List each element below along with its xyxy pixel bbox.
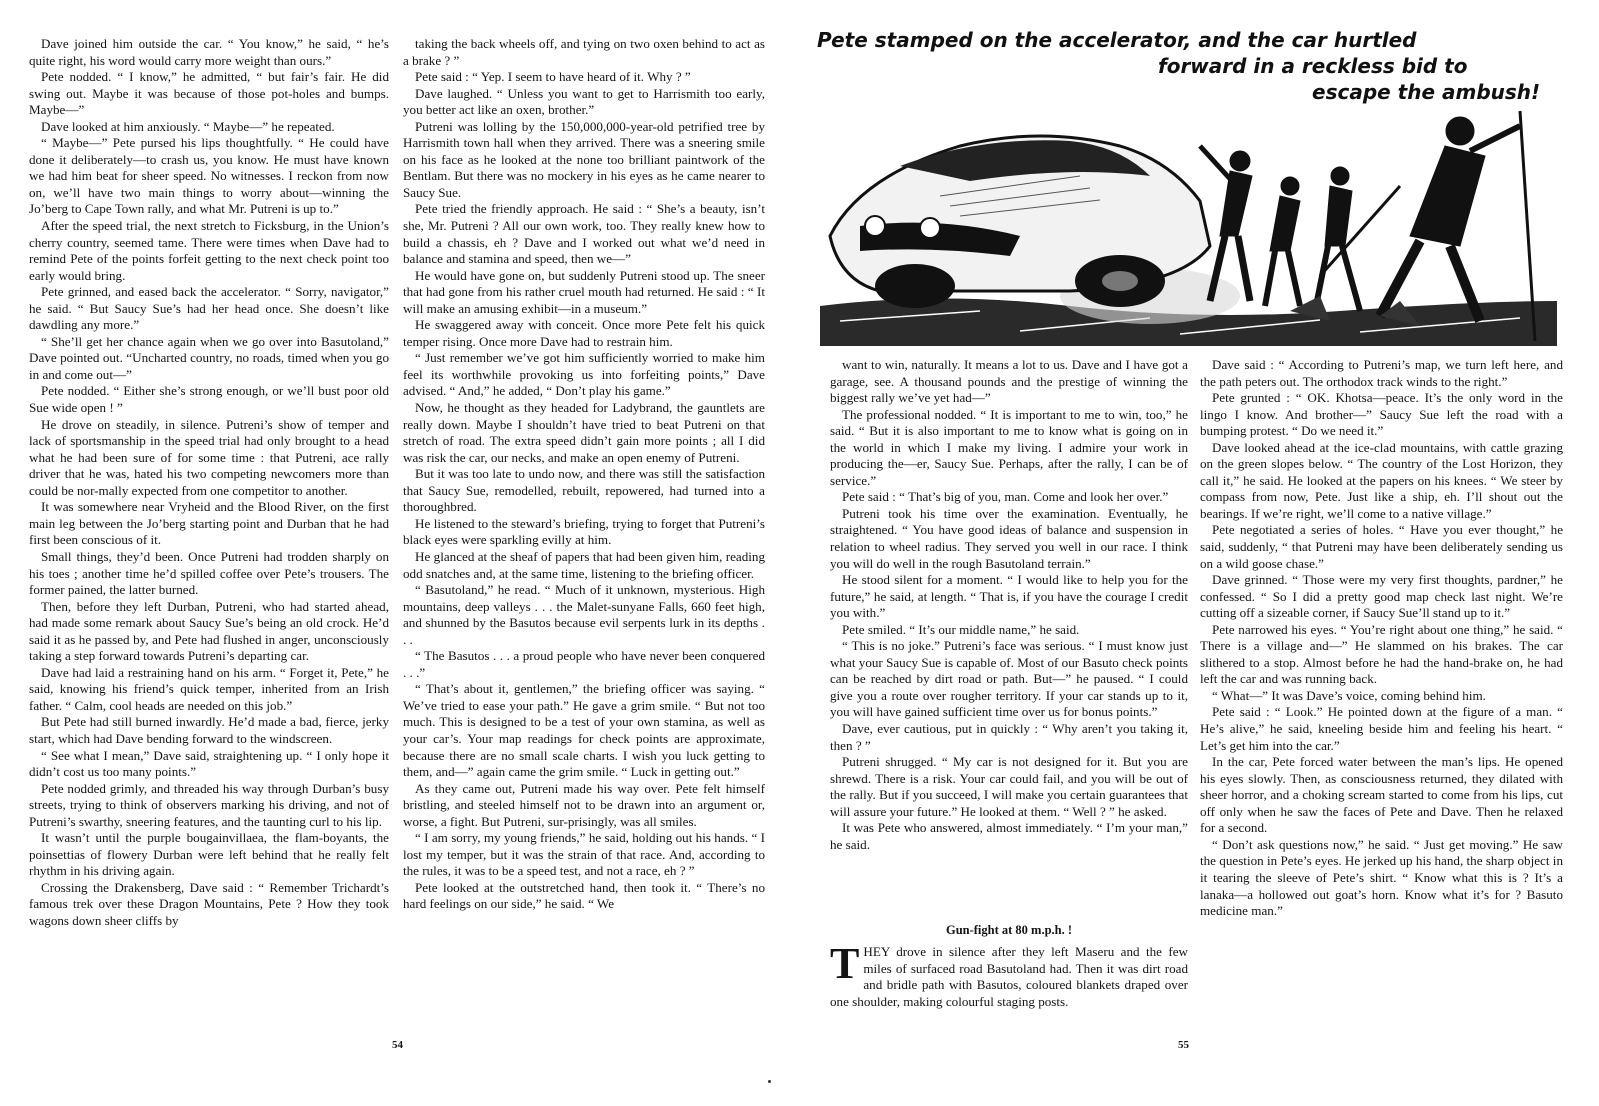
paragraph: Pete tried the friendly approach. He said : “ She’s a beauty, isn’t she, Mr. Putreni ? All our own work, too. They really knew how to build a chassis, eh ? Dave and I worked out what we’d need in balance and stamina and speed, then we—”	[403, 201, 765, 267]
drop-cap: T	[830, 944, 860, 988]
paragraph: It was Pete who answered, almost immediately. “ I’m your man,” he said.	[830, 820, 1188, 852]
column-1	[29, 36, 389, 1056]
paragraph: Dave looked ahead at the ice-clad mountains, with cattle grazing on the green slopes below. “ The country of the Lost Horizon, they call it,” he said. He looked at the papers on his knees. “ We steer by compass from now, Pete. Just like a ship, eh. I’ll shout out the bearings. If we’re right, we’ll come to a native village.”	[1200, 439, 1563, 521]
paragraph: Now, he thought as they headed for Ladybrand, the gauntlets are really down. Maybe I shouldn’t have tried to beat Putreni on that stretch of road. The extra speed didn’t gain more points ; all I did was risk the car, our necks, and make an open enemy of Putreni.	[403, 400, 765, 465]
paragraph: “ Maybe—” Pete pursed his lips thoughtfully. “ He could have done it deliberately—to crash us, you know. He must have known we had him beat for sheer speed. No witnesses. I reckon from now on, we’ll have two main things to worry about—winning the Jo’berg to Cape Town rally, and what Mr. Putreni is up to.”	[29, 135, 389, 217]
paragraph: Dave grinned. “ Those were my very first thoughts, pardner,” he confessed. “ So I did a pretty good map check last night. We’re cutting off a sizeable corner, if Saucy Sue’ll stand up to it.”	[1200, 572, 1563, 621]
paragraph: He glanced at the sheaf of papers that had been given him, reading odd snatches and, at the same time, listening to the briefing officer.	[403, 548, 765, 581]
paragraph: The professional nodded. “ It is important to me to win, too,” he said. “ But it is also important to me to know what is going on in the world in which I make my living. I admire your work in producing the—er, Saucy Sue. Perhaps, after the rally, I can be of service.”	[830, 406, 1188, 488]
paragraph: Pete narrowed his eyes. “ You’re right about one thing,” he said. “ There is a village and—” He slammed on his brakes. The car slithered to a stop. Almost before he had the hand-brake on, he had left the car and was running back.	[1200, 621, 1563, 687]
paragraph: taking the back wheels off, and tying on two oxen behind to act as a brake ? ”	[403, 36, 765, 68]
paragraph: He stood silent for a moment. “ I would like to help you for the future,” he said, at length. “ That is, if you have the courage I credit you with.”	[830, 572, 1188, 621]
paragraph: Pete smiled. “ It’s our middle name,” he said.	[842, 621, 1080, 637]
paragraph: “ I am sorry, my young friends,” he said, holding out his hands. “ I lost my temper, but it was the strain of that race. And, according to the rules, it was to be a speed test, and not a race, eh ? ”	[403, 830, 765, 879]
paragraph: But it was too late to undo now, and there was still the satisfaction that Saucy Sue, remodelled, rebuilt, repowered, had turned into a thoroughbred.	[403, 466, 765, 515]
section-subheading: Gun-fight at 80 m.p.h. !	[945, 923, 1073, 937]
paragraph: Putreni was lolling by the 150,000,000-year-old petrified tree by Harrismith town hall when they arrived. There was a sneering smile on his face as he looked at the none too brilliant paintwork of the Bentlam. But there was no mockery in his eyes as he came nearer to Saucy Sue.	[403, 118, 765, 200]
paragraph: “ Don’t ask questions now,” he said. “ Just get moving.” He saw the question in Pete’s eyes. He jerked up his hand, the sharp object in it tearing the sleeve of Pete’s shirt. “ Know what this is ? It’s a lanaka—a hollowed out goat’s horn. Know what it’s for ? Basuto medicine man.”	[1200, 836, 1563, 919]
paragraph: Dave joined him outside the car. “ You know,” he said, “ he’s quite right, his word would carry more weight than ours.”	[29, 36, 389, 68]
paragraph: Pete grunted : “ OK. Khotsa—peace. It’s the only word in the lingo I know. And brother—” Saucy Sue left the road with a bumping protest. “ Do we need it.”	[1200, 390, 1563, 439]
paragraph: Pete grinned, and eased back the accelerator. “ Sorry, navigator,” he said. “ But Saucy Sue’s had her head once. She doesn’t like dawdling any more.”	[29, 284, 389, 333]
paragraph: Dave laughed. “ Unless you want to get to Harrismith too early, you better act like an oxen, brother.”	[403, 85, 765, 118]
column-3-continued-text: HEY drove in silence after they left Maseru and the few miles of surfaced road Basutoland had. Then it was dirt road and bridle path with Basutos, coloured blankets draped over one shoulder, making colourful staging posts.	[830, 944, 1188, 1009]
paragraph: It was somewhere near Vryheid and the Blood River, on the first main leg between the Jo’berg starting point and Durban that he had first been conscious of it.	[29, 499, 389, 548]
paragraph: Putreni took his time over the examination. Eventually, he straightened. “ You have good ideas of balance and suspension in relation to wheel radius. They served you well in our race. I think you will do well in the rough Basutoland terrain.”	[830, 505, 1188, 571]
paragraph: Pete said : “ Yep. I seem to have heard of it. Why ? ”	[415, 69, 691, 85]
paragraph: “ She’ll get her chance again when we go over into Basutoland,” Dave pointed out. “Uncharted country, no roads, timed when you go in and come out—”	[29, 333, 389, 382]
paragraph: Pete said : “ Look.” He pointed down at the figure of a man. “ He’s alive,” he said, kneeling beside him and feeling his heart. “ Let’s get him into the car.”	[1200, 704, 1563, 753]
paragraph: Putreni shrugged. “ My car is not designed for it. But you are shrewd. There is a risk. Your car could fail, and you will be out of the rally. But if you succeed, I will make you certain guarantees that will assure your future.” He looked at them. “ Well ? ” he asked.	[830, 754, 1188, 819]
paragraph: He listened to the steward’s briefing, trying to forget that Putreni’s black eyes were sparkling evilly at him.	[403, 515, 765, 548]
paragraph: “ Just remember we’ve got him sufficiently worried to make him feel its worthwhile provoking us into forfeiting points,” Dave advised. “ And,” he added, “ Don’t play his game.”	[403, 350, 765, 399]
right-page	[800, 0, 1599, 1106]
column-2	[403, 36, 765, 1056]
paragraph: Pete negotiated a series of holes. “ Have you ever thought,” he said, suddenly, “ that Putreni may have been deliberately sending us on a wild goose chase.”	[1200, 522, 1563, 571]
paragraph: He swaggered away with conceit. Once more Pete felt his quick temper rising. Once more Dave had to restrain him.	[403, 317, 765, 349]
headline-line-1: Pete stamped on the accelerator, and the car hurtled	[817, 28, 1417, 52]
paragraph: Dave looked at him anxiously. “ Maybe—” he repeated.	[41, 118, 335, 134]
left-page	[0, 0, 790, 1106]
car-ambush-illustration	[820, 106, 1557, 346]
paragraph: Then, before they left Durban, Putreni, who had started ahead, had made some remark about Saucy Sue’s being an old crock. He’d said it as he passed by, and Pete had flushed in anger, unconsciously taking a step forward towards Putreni’s departing car.	[29, 598, 389, 664]
column-4	[1200, 357, 1563, 1057]
paragraph: “ That’s about it, gentlemen,” the briefing officer was saying. “ We’ve tried to ease your path.” He gave a grim smile. “ But not too much. This is designed to be a test of your own stamina, as well as your car’s. Your map readings for check points are approximate, because there are no small scale charts. I wish you luck getting to them, and—” again came the grim smile. “ Luck in getting out.”	[403, 681, 765, 780]
paragraph: Pete nodded. “ Either she’s strong enough, or we’ll bust poor old Sue wide open ! ”	[29, 383, 389, 416]
paragraph: It wasn’t until the purple bougainvillaea, the flam-boyants, the poinsettias of flowery Durban were left behind that he really felt rhythm in his driving again.	[29, 830, 389, 879]
paragraph: He drove on steadily, in silence. Putreni’s show of temper and lack of sportsmanship in the speed trial had only brought to a head what he had been sure of for some time : that Putreni, ace rally driver that he was, hated his two competing newcomers more than could be nor-mally expected from one competitor to another.	[29, 416, 389, 498]
headline-line-3: escape the ambush!	[1312, 80, 1541, 104]
paragraph: As they came out, Putreni made his way over. Pete felt himself bristling, and steeled himself not to be drawn into an argument or, worse, a fight. But Putreni, sur-prisingly, was all smiles.	[403, 780, 765, 829]
paragraph: Dave said : “ According to Putreni’s map, we turn left here, and the path peters out. The orthodox track winds to the right.”	[1200, 357, 1563, 389]
paragraph: “ Basutoland,” he read. “ Much of it unknown, mysterious. High mountains, deep valleys . . . the Malet-sunyane Falls, 660 feet high, and shunned by the Basutos because evil serpents lurk in its depths . . .	[403, 582, 765, 647]
column-3	[830, 357, 1188, 917]
paragraph: But Pete had still burned inwardly. He’d made a bad, fierce, jerky start, which had Dave bending forward to the windscreen.	[29, 714, 389, 746]
paragraph: “ This is no joke.” Putreni’s face was serious. “ I must know just what your Saucy Sue is capable of. Most of our Basuto check points can be reached by dirt road or path. But—” he paused. “ I could give you a route over rougher territory. If your car stands up to it, you will have gained sufficient time over us for bonus points.”	[830, 638, 1188, 720]
page-number-right: 55	[1178, 1039, 1189, 1051]
paragraph: Pete nodded. “ I know,” he admitted, “ but fair’s fair. He did swing out. Maybe it was because of those pot-holes and bumps. Maybe—”	[29, 69, 389, 118]
paragraph: “ See what I mean,” Dave said, straightening up. “ I only hope it didn’t cost us too many points.”	[29, 747, 389, 780]
paragraph: Dave, ever cautious, put in quickly : “ Why aren’t you taking it, then ? ”	[830, 721, 1188, 753]
paragraph: He would have gone on, but suddenly Putreni stood up. The sneer that had gone from his rather cruel mouth had returned. He said : “ It will make an amusing exhibit—in a museum.”	[403, 267, 765, 316]
paragraph: Dave had laid a restraining hand on his arm. “ Forget it, Pete,” he said, knowing his friend’s quick temper, inherited from an Irish father. “ Calm, cool heads are needed on this job.”	[29, 664, 389, 713]
paragraph: Pete looked at the outstretched hand, then took it. “ There’s no hard feelings on our side,” he said. “ We	[403, 879, 765, 912]
gutter-dot	[768, 1080, 771, 1083]
column-3-continued	[830, 944, 1188, 1034]
paragraph: Crossing the Drakensberg, Dave said : “ Remember Trichardt’s famous trek over these Dragon Mountains, Pete ? How they took wagons down sheer cliffs by	[29, 879, 389, 928]
page-number-left: 54	[392, 1039, 403, 1051]
headline-line-2: forward in a reckless bid to	[1158, 54, 1468, 78]
paragraph: Small things, they’d been. Once Putreni had trodden sharply on his toes ; another time he’d spilled coffee over Pete’s trousers. The former pained, the latter burned.	[29, 548, 389, 598]
paragraph: “ What—” It was Dave’s voice, coming behind him.	[1212, 687, 1486, 703]
paragraph: Pete said : “ That’s big of you, man. Come and look her over.”	[842, 489, 1169, 505]
paragraph: After the speed trial, the next stretch to Ficksburg, in the Union’s cherry country, seemed tame. There were times when Dave had to remind Pete of the points forfeit getting to the next check point too early would bring.	[29, 218, 389, 283]
paragraph: Pete nodded grimly, and threaded his way through Durban’s busy streets, trying to think of observers marking his driving, and not of Putreni’s swarthy, sneering features, and the taunting curl to his lip.	[29, 780, 389, 829]
paragraph: “ The Basutos . . . a proud people who have never been conquered . . .”	[403, 648, 765, 680]
paragraph: want to win, naturally. It means a lot to us. Dave and I have got a garage, see. A thousand pounds and the prestige of winning the biggest rally we’ve yet had—”	[830, 357, 1188, 406]
paragraph: In the car, Pete forced water between the man’s lips. He opened his eyes slowly. Then, as consciousness returned, they dilated with sheer horror, and a choking scream started to come from his lips, cut off only when he saw the faces of Pete and Dave. Then he relaxed for a second.	[1200, 754, 1563, 836]
